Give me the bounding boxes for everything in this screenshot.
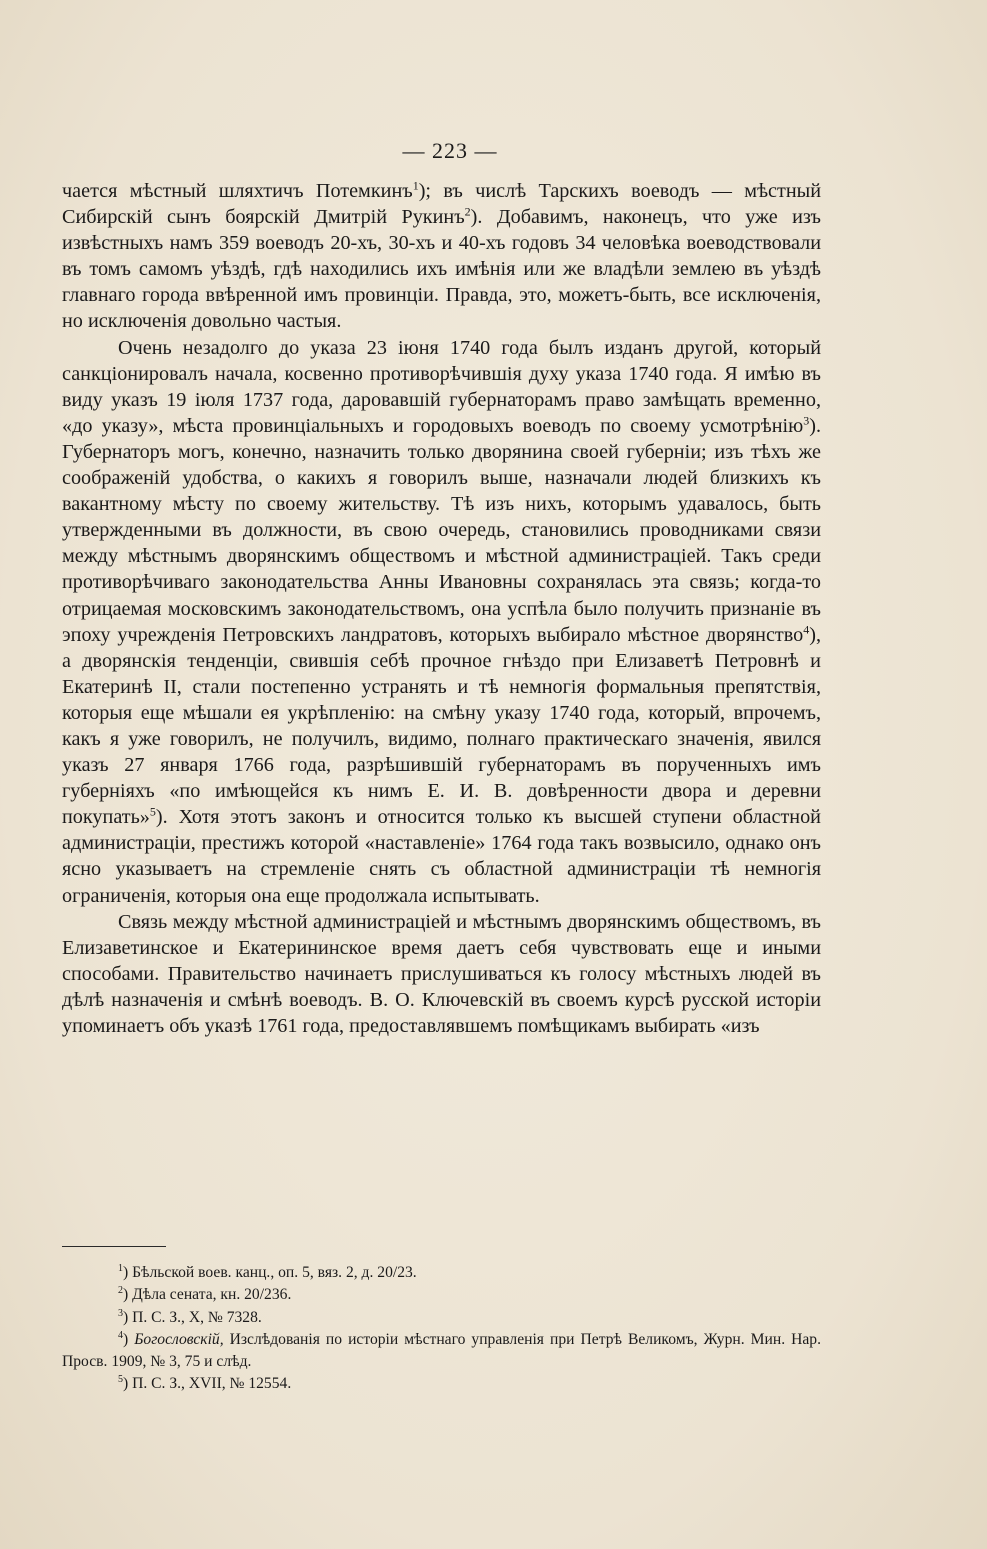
footnote-author: Богословскій, bbox=[134, 1330, 224, 1348]
page-number: — 223 — bbox=[402, 138, 498, 163]
paragraph-text: Очень незадолго до указа 23 іюня 1740 года былъ изданъ другой, который санкціонировалъ начала, косвенно противорѣчившія духу указа 1740 года. Я имѣю въ виду указъ 19 іюля 1737 года, даровавшій губернаторамъ право замѣщать временно, «до указу», мѣста провинціальныхъ и городовыхъ воеводъ по своему усмотрѣнію bbox=[62, 336, 821, 437]
paragraph-text: Связь между мѣстной администраціей и мѣстнымъ дворянскимъ обществомъ, въ Елизаветинское и Екатерининское время даетъ себя чувствовать еще и иными способами. Правительство начинаетъ прислушиваться къ голосу мѣстныхъ людей въ дѣлѣ назначенія и смѣнѣ воеводъ. В. О. Ключевскій въ своемъ курсѣ русской исторіи упоминаетъ объ указѣ 1761 года, предоставлявшемъ помѣщикамъ выбирать «изъ bbox=[62, 910, 821, 1037]
footnote-text: Бѣльской воев. канц., оп. 5, вяз. 2, д. 20/23. bbox=[132, 1264, 417, 1281]
footnote-divider bbox=[62, 1246, 166, 1247]
footnote-text: Изслѣдованія по исторіи мѣстнаго управленія при Петрѣ Великомъ, Журн. Мин. Нар. Просв. 1909, № 3, 75 и слѣд. bbox=[62, 1330, 821, 1371]
paragraph bbox=[62, 909, 821, 1039]
footnote-text: П. С. З., X, № 7328. bbox=[132, 1308, 262, 1326]
paragraph-text: ); въ числѣ Тарскихъ воеводъ — мѣстный Сибирскій сынъ боярскій Дмитрій Рукинъ bbox=[62, 180, 821, 229]
footnote-number: 5 bbox=[118, 1374, 123, 1386]
footnote-ref: 2 bbox=[464, 204, 471, 219]
footnote: $^3$) П. С. З., X, № 7328. bbox=[118, 1307, 262, 1326]
footnote: $^5$) П. С. З., XVII, № 12554. bbox=[118, 1374, 292, 1393]
footnote: $^1$) Бѣльской воев. канц., оп. 5, вяз. 2, д. 20/23. bbox=[118, 1262, 417, 1281]
footnote: $^2$) Дѣла сената, кн. 20/236. bbox=[118, 1285, 292, 1304]
footnote-number: 4 bbox=[118, 1329, 123, 1341]
footnote-number: 1 bbox=[118, 1262, 123, 1274]
footnote-number: 2 bbox=[118, 1285, 123, 1297]
paragraph-text: чается мѣстный шляхтичъ Потемкинъ bbox=[62, 180, 413, 202]
footnote-ref: 4 bbox=[803, 621, 810, 636]
footnote-number: 3 bbox=[118, 1307, 123, 1319]
footnote-ref: 1 bbox=[412, 178, 419, 193]
paragraph-text: ), а дворянскія тенденціи, свившія себѣ прочное гнѣздо при Елизаветѣ Петровнѣ и Екатеринѣ II, стали постепенно устранять и тѣ немногія формальныя препятствія, которыя еще мѣшали ея укрѣпленію: на смѣну указу 1740 года, который, впрочемъ, какъ я уже говорилъ, не получилъ, видимо, полнаго практическаго значенія, явился указъ 27 января 1766 года, разрѣшившій губернаторамъ въ порученныхъ имъ губерніяхъ «по имѣющейся къ нимъ Е. И. В. довѣренности двора и деревни покупать» bbox=[62, 623, 821, 829]
footnote-ref: 5 bbox=[149, 804, 156, 819]
paragraph-text: ). Губернаторъ могъ, конечно, назначить только дворянина своей губерніи; изъ тѣхъ же соображеній удобства, о какихъ я говорилъ выше, назначали людей близкихъ къ вакантному мѣсту по своему жительству. Тѣ изъ нихъ, которымъ удавалось, быть утвержденными въ должности, въ свою очередь, становились проводниками связи между мѣстнымъ дворянскимъ обществомъ и мѣстной администраціей. Такъ среди противорѣчиваго законодательства Анны Ивановны сохранялась эта связь; когда-то отрицаемая московскимъ законодательствомъ, она успѣла было получить признаніе въ эпоху учрежденія Петровскихъ ландратовъ, которыхъ выбирало мѣстное дворянство bbox=[62, 414, 821, 646]
paragraph bbox=[62, 335, 821, 909]
paragraph bbox=[62, 178, 821, 335]
body-text bbox=[62, 178, 821, 1039]
footnote: $^4$) Богословскій, Изслѣдованія по исторіи мѣстнаго управленія при Петрѣ Великомъ, Журн. Мин. Нар. Просв. 1909, № 3, 75 и слѣд. bbox=[62, 1329, 821, 1371]
paragraph-text: ). Добавимъ, наконецъ, что уже изъ извѣстныхъ намъ 359 воеводъ 20-хъ, 30-хъ и 40-хъ годовъ 34 человѣка воеводствовали въ томъ самомъ уѣздѣ, гдѣ находились ихъ имѣнія или же владѣли землею въ уѣздѣ главнаго города ввѣренной имъ провинціи. Правда, это, можетъ-быть, все исключенія, но исключенія довольно частыя. bbox=[62, 206, 821, 333]
footnote-text: П. С. З., XVII, № 12554. bbox=[132, 1375, 292, 1393]
footnotes bbox=[62, 1262, 821, 1396]
paragraph-text: ). Хотя этотъ законъ и относится только къ высшей ступени областной администраціи, престижъ которой «наставленіе» 1764 года такъ возвысило, однако онъ ясно указываетъ на стремленіе снять съ областной администраціи тѣ немногія ограниченія, которыя она еще продолжала испытывать. bbox=[62, 806, 821, 907]
footnote-text: Дѣла сената, кн. 20/236. bbox=[132, 1286, 292, 1304]
footnote-ref: 3 bbox=[803, 413, 810, 428]
